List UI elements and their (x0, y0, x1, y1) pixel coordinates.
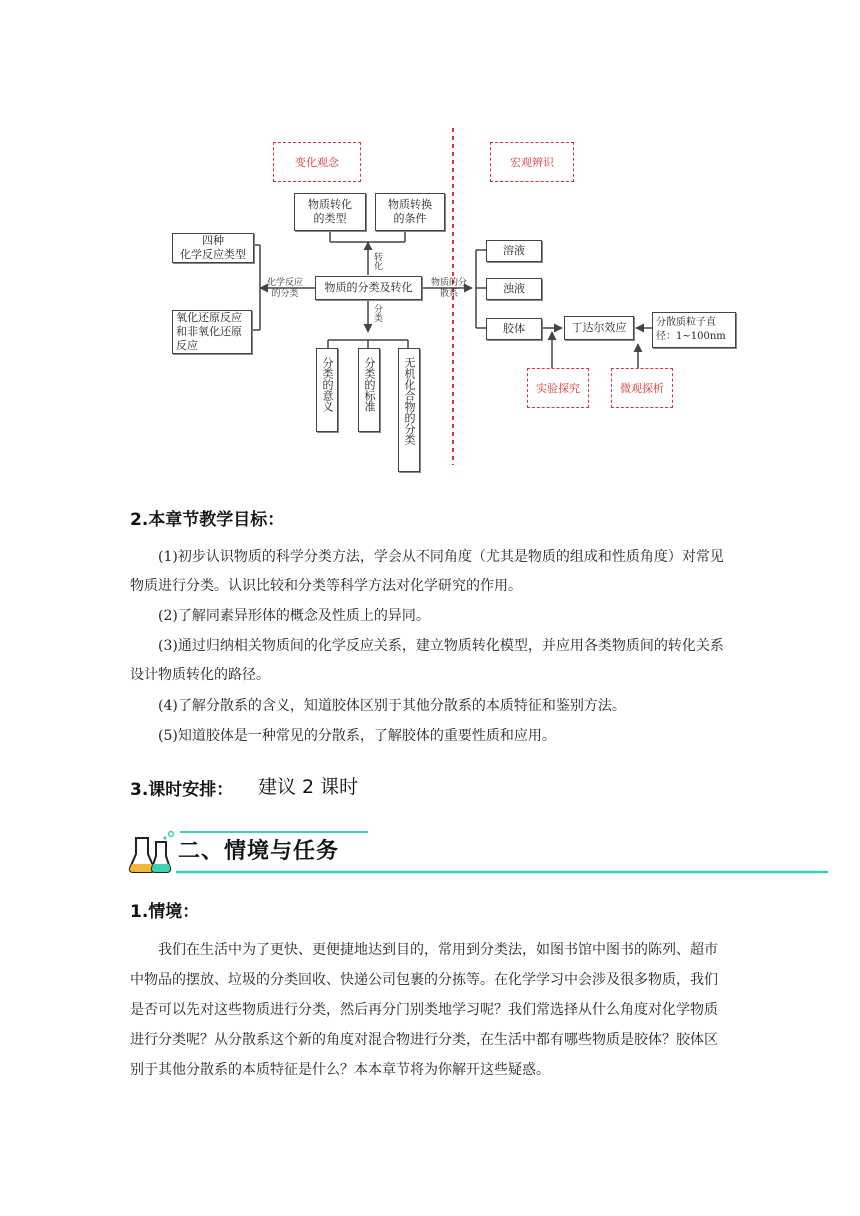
label-classify: 分类 (372, 304, 382, 322)
section-title-text: 二、情境与任务 (178, 839, 340, 864)
box-redox: 氧化还原反应和非氧化还原反应 (172, 310, 252, 354)
goal-2: (2)了解同素异形体的概念及性质上的异同。 (158, 608, 430, 624)
label-reaction-class: 化学反应的分类 (266, 278, 303, 299)
section-header (128, 828, 828, 876)
goal-3: (3)通过归纳相关物质间的化学反应关系，建立物质转化模型，并应用各类物质间的转化关系设计物质转化的路径。 (130, 638, 724, 683)
box-solution: 溶液 (486, 240, 542, 262)
box-center-topic: 物质的分类及转化 (315, 276, 422, 300)
goal-4: (4)了解分散系的含义，知道胶体区别于其他分散系的本质特征和鉴别方法。 (158, 698, 626, 714)
goals-heading: 2.本章节教学目标： (130, 510, 285, 530)
box-classify-meaning: 分类的意义 (316, 348, 338, 432)
goal-1: (1)初步认识物质的科学分类方法，学会从不同角度（尤其是物质的组成和性质角度）对常见物质进行分类。认识比较和分类等科学方法对化学研究的作用。 (130, 549, 724, 594)
concept-diagram (160, 120, 726, 480)
label-convert: 转化 (372, 252, 382, 270)
situation-text: 我们在生活中为了更快、更便捷地达到目的，常用到分类法，如图书馆中图书的陈列、超市中物品的摆放、垃圾的分类回收、快递公司包裹的分拣等。在化学学习中会涉及很多物质，我们是否可以先对这些物质进行分类，然后再分门别类地学习呢？我们常选择从什么角度对化学物质进行分类呢？从分散系这个新的角度对混合物进行分类，在生活中都有哪些物质是胶体？胶体区别于其他分散系的本质特征是什么？本本章节将为你解开这些疑惑。 (130, 942, 718, 1078)
label-dispersion: 物质的分散系 (430, 278, 467, 299)
box-suspension: 浊液 (486, 278, 542, 300)
box-classify-standard: 分类的标准 (358, 348, 380, 432)
schedule-value: 建议 2 课时 (258, 776, 359, 798)
box-inorganic-classify: 无机化合物的分类 (398, 348, 420, 472)
situation-heading: 1.情境： (130, 902, 200, 922)
goal-5: (5)知道胶体是一种常见的分散系，了解胶体的重要性质和应用。 (158, 728, 556, 744)
tag-experiment: 实验探究 (527, 368, 589, 408)
box-tyndall: 丁达尔效应 (564, 316, 634, 340)
box-particle-size: 分散质粒子直径：1~100nm (652, 312, 736, 348)
box-conversion-conditions: 物质转换的条件 (375, 193, 445, 231)
schedule-heading: 3.课时安排： (130, 780, 234, 800)
tag-change-concept: 变化观念 (273, 142, 361, 182)
tag-macro-identify: 宏观辨识 (490, 142, 574, 182)
diagram-connectors (160, 120, 720, 480)
box-colloid: 胶体 (486, 318, 542, 340)
tag-micro-analysis: 微观探析 (611, 368, 673, 408)
box-conversion-types: 物质转化的类型 (294, 193, 366, 231)
box-four-reactions: 四种 化学反应类型 (172, 233, 254, 263)
